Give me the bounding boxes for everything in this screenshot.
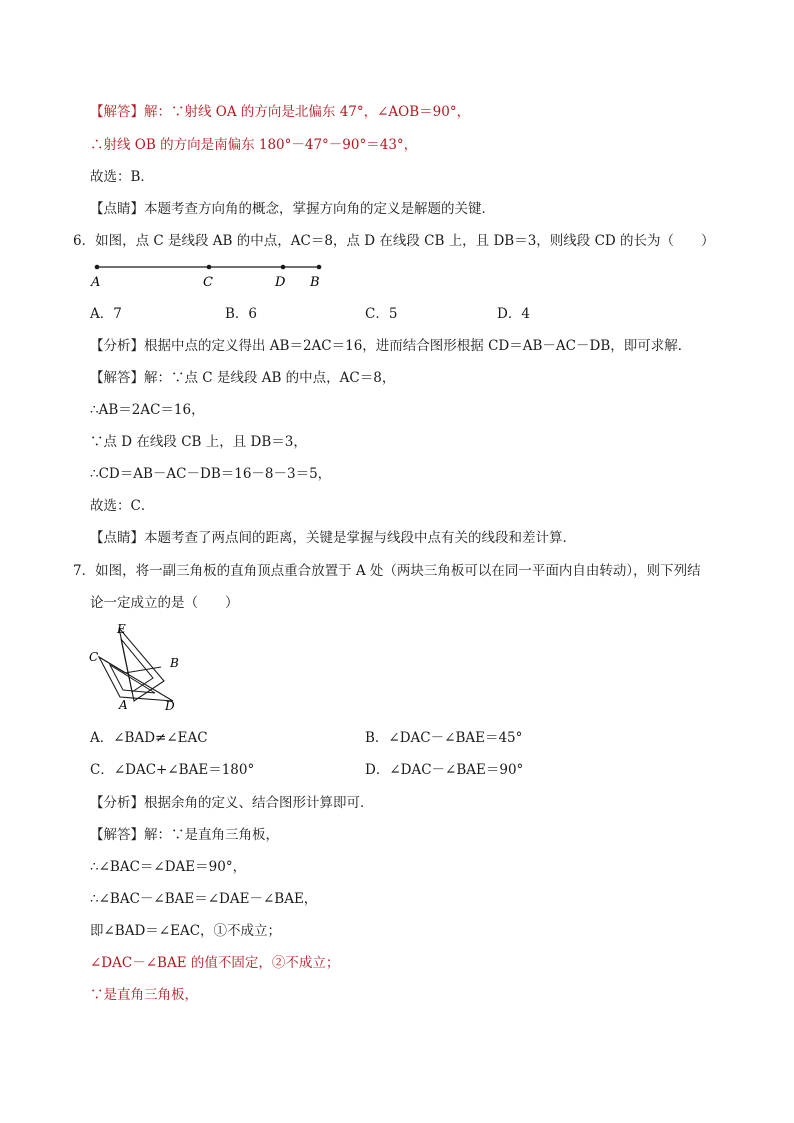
question-6: 6．如图，点 C 是线段 AB 的中点，AC＝8，点 D 在线段 CB 上，且 DB＝3，则线段 CD 的长为（ ） xyxy=(73,233,715,249)
solution-7-line-4: 即∠BAD＝∠EAC，①不成立； xyxy=(90,923,282,939)
label-d: D xyxy=(165,699,175,713)
figure-7-triangle-boards xyxy=(85,617,185,717)
solution-7-line-1: 【解答】解：∵是直角三角板， xyxy=(90,827,279,843)
solution-6-line-2: ∴AB＝2AC＝16， xyxy=(90,402,205,418)
q6-option-c: C．5 xyxy=(365,306,398,322)
answer-line-1: 【解答】解：∵射线 OA 的方向是北偏东 47°，∠AOB＝90°， xyxy=(90,104,471,120)
answer-choice-line: 故选：B． xyxy=(90,169,154,185)
comment-6: 【点睛】本题考查了两点间的距离，关键是掌握与线段中点有关的线段和差计算． xyxy=(90,530,576,546)
question-7-line-2: 论一定成立的是（ ） xyxy=(90,595,239,611)
q7-option-d: D．∠DAC－∠BAE＝90° xyxy=(365,762,524,778)
q6-option-d: D．4 xyxy=(497,306,530,322)
analysis-7: 【分析】根据余角的定义、结合图形计算即可． xyxy=(90,795,374,811)
triangle-inner-1 xyxy=(121,639,153,692)
label-b: B xyxy=(170,656,179,670)
point-b xyxy=(317,265,322,270)
label-d: D xyxy=(275,275,286,290)
label-e: E xyxy=(117,622,126,636)
solution-7-line-2: ∴∠BAC＝∠DAE＝90°， xyxy=(90,859,247,875)
question-7-line-1: 7．如图，将一副三角板的直角顶点重合放置于 A 处（两块三角板可以在同一平面内自由转动），则下列结 xyxy=(73,563,701,579)
q6-option-b: B．6 xyxy=(225,306,258,322)
label-c: C xyxy=(203,275,213,290)
solution-7-line-3: ∴∠BAC－∠BAE＝∠DAE－∠BAE， xyxy=(90,891,318,907)
label-c: C xyxy=(89,650,99,664)
comment-line: 【点睛】本题考查方向角的概念，掌握方向角的定义是解题的关键． xyxy=(90,201,495,217)
solution-7-line-6: ∵是直角三角板， xyxy=(90,987,198,1003)
q7-option-b: B．∠DAC－∠BAE＝45° xyxy=(365,730,523,746)
point-a xyxy=(95,265,100,270)
label-a: A xyxy=(91,275,101,290)
q6-option-a: A．7 xyxy=(90,306,122,322)
analysis-6: 【分析】根据中点的定义得出 AB＝2AC＝16，进而结合图形根据 CD＝AB－AC－DB，即可求解． xyxy=(90,338,692,354)
q7-option-a: A．∠BAD≠∠EAC xyxy=(90,730,208,746)
q7-option-c: C．∠DAC+∠BAE＝180° xyxy=(90,762,255,778)
solution-6-line-4: ∴CD＝AB－AC－DB＝16－8－3＝5， xyxy=(90,466,332,482)
board-edge-2 xyxy=(125,667,161,673)
answer-line-2: ∴射线 OB 的方向是南偏东 180°－47°－90°＝43°， xyxy=(90,137,418,153)
figure-6-line-segment xyxy=(88,258,328,292)
label-b: B xyxy=(310,275,320,290)
solution-6-line-1: 【解答】解：∵点 C 是线段 AB 的中点，AC＝8， xyxy=(90,370,396,386)
label-a: A xyxy=(119,698,128,712)
solution-6-line-3: ∵点 D 在线段 CB 上，且 DB＝3， xyxy=(90,434,307,450)
solution-7-line-5: ∠DAC－∠BAE 的值不固定，②不成立； xyxy=(90,955,340,971)
point-d xyxy=(281,265,286,270)
point-c xyxy=(207,265,212,270)
solution-6-line-5: 故选：C． xyxy=(90,498,155,514)
